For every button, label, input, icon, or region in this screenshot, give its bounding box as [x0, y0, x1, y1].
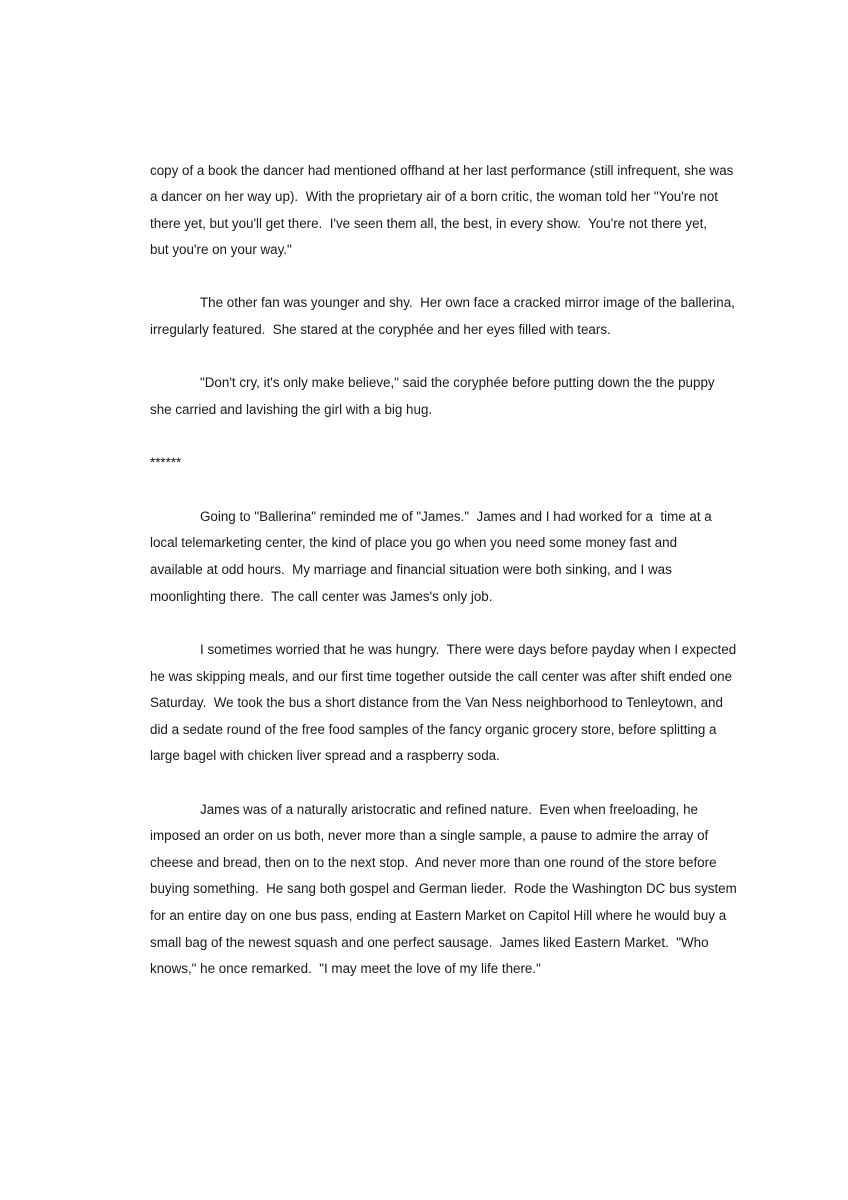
text-line: there yet, but you'll get there. I've seen them all, the best, in every show. You're not there yet, [150, 216, 708, 231]
text-line: imposed an order on us both, never more than a single sample, a pause to admire the array of [150, 828, 709, 843]
text-line: "Don't cry, it's only make believe," said the coryphée before putting down the the puppy [200, 375, 715, 390]
text-line: Saturday. We took the bus a short distance from the Van Ness neighborhood to Tenleytown, and [150, 695, 723, 710]
text-line: but you're on your way." [150, 242, 292, 257]
text-line: Going to "Ballerina" reminded me of "James." James and I had worked for a time at a [200, 509, 712, 524]
text-line: The other fan was younger and shy. Her own face a cracked mirror image of the ballerina, [200, 295, 735, 310]
text-line: for an entire day on one bus pass, ending at Eastern Market on Capitol Hill where he would buy a [150, 908, 727, 923]
text-line: large bagel with chicken liver spread and a raspberry soda. [150, 748, 500, 763]
text-line: copy of a book the dancer had mentioned offhand at her last performance (still infrequent, she was [150, 163, 734, 178]
section-break: ****** [150, 455, 182, 470]
text-line: buying something. He sang both gospel and German lieder. Rode the Washington DC bus system [150, 881, 737, 896]
text-line: cheese and bread, then on to the next stop. And never more than one round of the store before [150, 855, 717, 870]
text-line: small bag of the newest squash and one perfect sausage. James liked Eastern Market. "Who [150, 935, 709, 950]
text-line: she carried and lavishing the girl with a big hug. [150, 402, 433, 417]
text-line: moonlighting there. The call center was James's only job. [150, 589, 493, 604]
text-line: a dancer on her way up). With the proprietary air of a born critic, the woman told her "You're not [150, 189, 719, 204]
text-line: knows," he once remarked. "I may meet the love of my life there." [150, 961, 541, 976]
text-line: he was skipping meals, and our first time together outside the call center was after shift ended one [150, 669, 733, 684]
text-line: available at odd hours. My marriage and financial situation were both sinking, and I was [150, 562, 672, 577]
text-line: I sometimes worried that he was hungry. There were days before payday when I expected [200, 642, 737, 657]
text-line: did a sedate round of the free food samples of the fancy organic grocery store, before splitting a [150, 722, 717, 737]
text-line: James was of a naturally aristocratic and refined nature. Even when freeloading, he [200, 802, 698, 817]
text-line: local telemarketing center, the kind of place you go when you need some money fast and [150, 535, 678, 550]
text-line: irregularly featured. She stared at the coryphée and her eyes filled with tears. [150, 322, 611, 337]
